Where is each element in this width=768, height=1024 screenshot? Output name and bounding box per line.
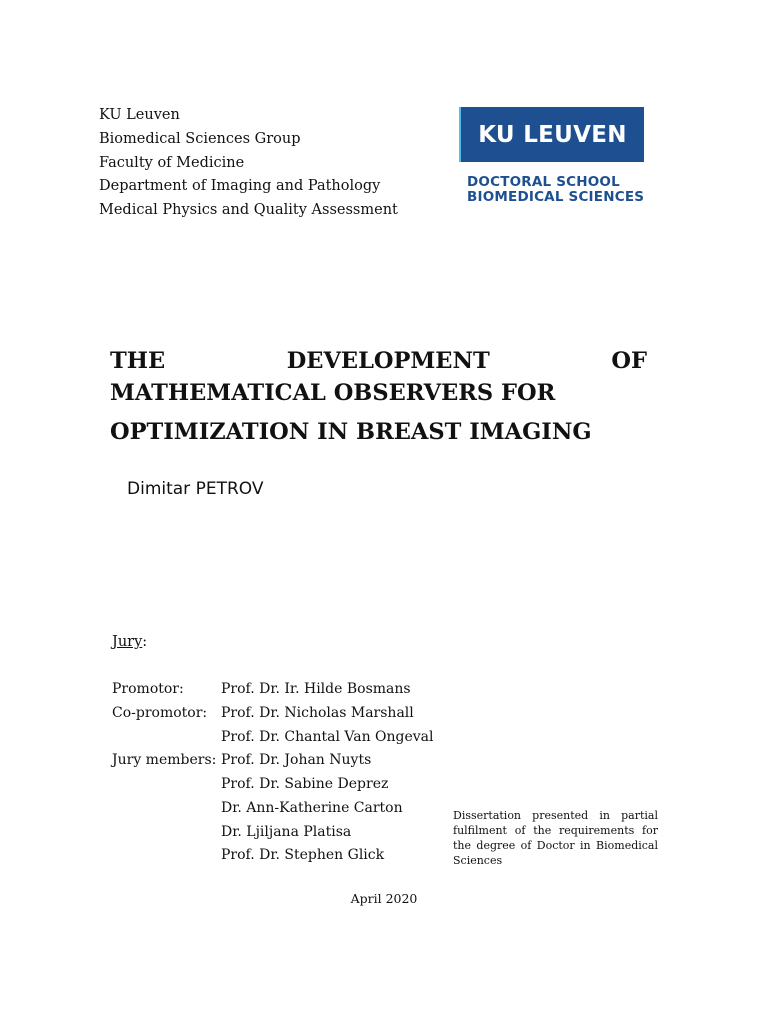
jury-member-name: Prof. Dr. Johan Nuyts xyxy=(221,752,372,768)
affiliation-line: Medical Physics and Quality Assessment xyxy=(99,202,398,219)
title-word: THE xyxy=(110,348,166,374)
affiliation-line: Faculty of Medicine xyxy=(99,154,245,171)
jury-member-name: Prof. Dr. Chantal Van Ongeval xyxy=(221,729,434,745)
jury-row xyxy=(112,705,414,721)
logo-name: KU LEUVEN xyxy=(478,121,627,148)
logo-subtitle-1: DOCTORAL SCHOOL xyxy=(467,174,620,190)
jury-heading xyxy=(112,634,147,650)
affiliation-line: Biomedical Sciences Group xyxy=(99,130,301,147)
jury-row xyxy=(112,729,434,745)
dissertation-note: Dissertation presented in partial fulfilment of the requirements for the degree of Doctor in Biomedical Sciences xyxy=(453,809,658,867)
jury-row xyxy=(112,847,385,863)
title-word: OF xyxy=(611,348,647,374)
author-name: Dimitar PETROV xyxy=(127,479,264,499)
title-line-2: MATHEMATICAL OBSERVERS FOR xyxy=(110,380,556,406)
jury-role: Promotor: xyxy=(112,681,184,697)
jury-row xyxy=(112,824,352,840)
jury-heading-label: Jury xyxy=(112,634,143,650)
jury-member-name: Prof. Dr. Sabine Deprez xyxy=(221,776,389,792)
affiliation-block xyxy=(99,104,398,223)
title-line-1 xyxy=(110,348,647,374)
ku-leuven-logo xyxy=(461,107,644,162)
submission-date: April 2020 xyxy=(350,891,418,906)
jury-row xyxy=(112,752,372,768)
logo-subtitle-2: BIOMEDICAL SCIENCES xyxy=(467,189,645,205)
jury-member-name: Dr. Ann-Katherine Carton xyxy=(221,800,403,816)
jury-member-name: Prof. Dr. Stephen Glick xyxy=(221,847,385,863)
jury-row xyxy=(112,800,403,816)
doctoral-school-label xyxy=(467,175,644,205)
jury-member-name: Dr. Ljiljana Platisa xyxy=(221,824,352,840)
jury-member-name: Prof. Dr. Ir. Hilde Bosmans xyxy=(221,681,411,697)
affiliation-line: KU Leuven xyxy=(99,107,180,123)
jury-member-name: Prof. Dr. Nicholas Marshall xyxy=(221,705,414,721)
title-word: DEVELOPMENT xyxy=(286,348,490,374)
affiliation-line: Department of Imaging and Pathology xyxy=(99,178,381,195)
jury-role: Jury members: xyxy=(112,752,217,768)
title-line-3: OPTIMIZATION IN BREAST IMAGING xyxy=(110,419,592,445)
jury-role: Co-promotor: xyxy=(112,705,208,721)
jury-row xyxy=(112,681,411,697)
jury-heading-colon: : xyxy=(142,634,148,650)
jury-row xyxy=(112,776,389,792)
